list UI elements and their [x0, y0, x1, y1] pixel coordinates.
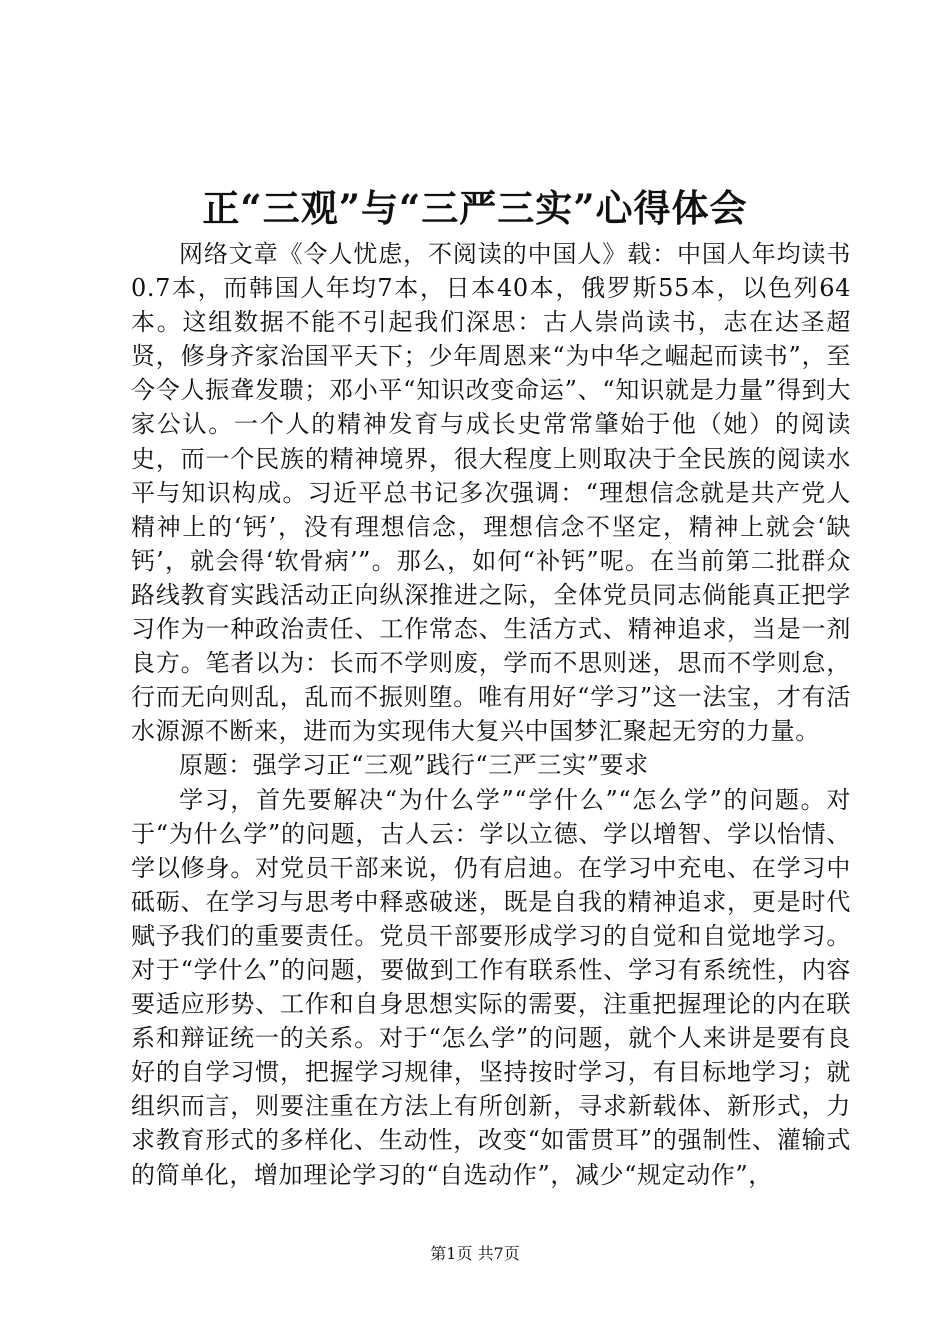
paragraph-learning: 学习，首先要解决“为什么学”“学什么”“怎么学”的问题。对于“为什么学”的问题，古人云：学以立德、学以增智、学以怡情、学以修身。对党员干部来说，仍有启迪。在学习中充电、在学习中砥砺、在学习与思考中释惑破迷，既是自我的精神追求，更是时代赋予我们的重要责任。党员干部要形成学习的自觉和自觉地学习。对于“学什么”的问题，要做到工作有联系性、学习有系统性，内容要适应形势、工作和自身思想实际的需要，注重把握理论的内在联系和辩证统一的关系。对于“怎么学”的问题，就个人来讲是要有良好的自学习惯，把握学习规律，坚持按时学习，有目标地学习；就组织而言，则要注重在方法上有所创新，寻求新载体、新形式，力求教育形式的多样化、生动性，改变“如雷贯耳”的强制性、灌输式的简单化，增加理论学习的“自选动作”，减少“规定动作”， — [131, 785, 851, 1189]
document-title: 正“三观”与“三严三实”心得体会 — [202, 186, 748, 230]
page-footer: 第1页 共7页 — [430, 1244, 520, 1263]
paragraph-intro: 网络文章《令人忧虑，不阅读的中国人》载：中国人年均读书0.7本，而韩国人年均7本，日本40本，俄罗斯55本，以色列64本。这组数据不能不引起我们深思：古人崇尚读书，志在达圣超贤，修身齐家治国平天下；少年周恩来“为中华之崛起而读书”，至今令人振聋发聩；邓小平“知识改变命运”、“知识就是力量”得到大家公认。一个人的精神发育与成长史常常肇始于他（她）的阅读史，而一个民族的精神境界，很大程度上则取决于全民族的阅读水平与知识构成。习近平总书记多次强调：“理想信念就是共产党人精神上的‘钙’，没有理想信念，理想信念不坚定，精神上就会‘缺钙’，就会得‘软骨病’”。那么，如何“补钙”呢。在当前第二批群众路线教育实践活动正向纵深推进之际，全体党员同志倘能真正把学习作为一种政治责任、工作常态、生活方式、精神追求，当是一剂良方。笔者以为：长而不学则废，学而不思则迷，思而不学则怠，行而无向则乱，乱而不振则堕。唯有用好“学习”这一法宝，才有活水源源不断来，进而为实现伟大复兴中国梦汇聚起无穷的力量。 — [131, 240, 851, 746]
document-body — [131, 237, 851, 1192]
paragraph-original-title: 原题：强学习正“三观”践行“三严三实”要求 — [179, 751, 649, 780]
